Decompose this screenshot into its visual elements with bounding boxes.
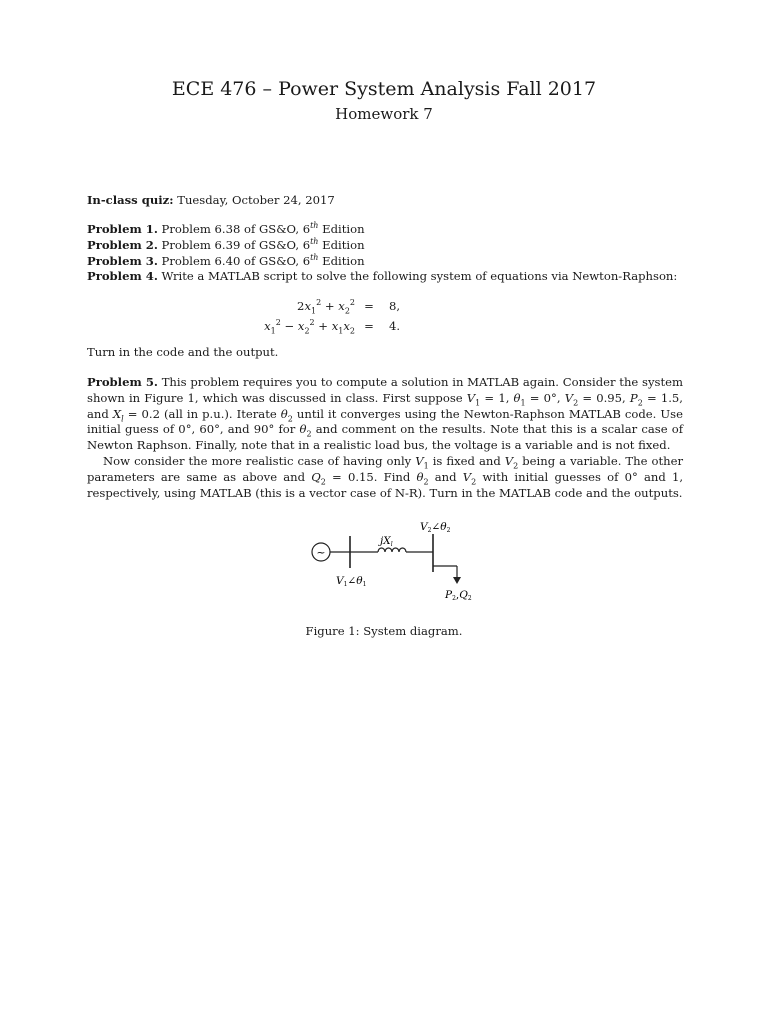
problem-2-label: Problem 2.: [87, 237, 158, 252]
system-diagram: [300, 510, 480, 610]
equation-system: [87, 296, 683, 336]
bus-1-label: V1∠θ1: [336, 575, 367, 588]
problem-5-text-e: Now consider the more realistic case of having only: [103, 453, 416, 468]
quiz-line: [87, 193, 683, 209]
bus-2-label: V2∠θ2: [420, 521, 451, 534]
load-arrow-icon: [453, 577, 461, 584]
equation-1-equals: =: [364, 299, 374, 313]
problem-1-text: Problem 6.38 of GS&O, 6: [161, 222, 311, 236]
problem-3-label: Problem 3.: [87, 253, 158, 268]
problem-1-suffix: Edition: [318, 222, 365, 236]
problem-2: [87, 238, 683, 254]
problem-5-paragraph-2: Now consider the more realistic case of having only $V_1$ is fixed and $V_2$ being a variable. The other parameters are same as above and $Q_2 = 0.15$. Find $\theta_2$ and $V_2$ with initial guesses of 0° and 1, respectively, using MATLAB (this is a vector case of N-R). Turn in the MATLAB code and the outputs.: [87, 453, 684, 500]
problem-3-text: Problem 6.40 of GS&O, 6: [161, 253, 311, 268]
document-subtitle: Homework 7: [335, 105, 433, 123]
quiz-label: In-class quiz:: [87, 193, 174, 207]
problem-5-text-h: Find: [377, 469, 417, 484]
problem-5-text-g: being a variable. The other parameters are same as above and: [87, 453, 683, 484]
problem-1-sup: th: [310, 221, 319, 231]
problem-5-text-i: with initial guesses of 0° and 1, respectively, using MATLAB (this is a vector case of N-R). Turn in the MATLAB code and the outputs.: [87, 469, 684, 500]
problem-5-text-b: Iterate: [232, 406, 281, 421]
problem-5-text-c: until it converges using the Newton-Raphson MATLAB code. Use initial guess of 0°, 60°, and 90° for: [87, 406, 683, 437]
problem-2-suffix: Edition: [318, 237, 365, 252]
quiz-date: Tuesday, October 24, 2017: [177, 193, 335, 207]
load-label: P2,Q2: [445, 589, 472, 602]
problem-2-sup: th: [310, 236, 319, 246]
problem-3: [87, 254, 683, 270]
equation-2-equals: =: [364, 319, 374, 333]
problem-5: [87, 375, 683, 501]
problem-4-label: Problem 4.: [87, 269, 158, 284]
equation-1-rhs: 8,: [389, 299, 401, 313]
problem-5-text-f: is fixed and: [428, 453, 505, 468]
inductor-symbol: [378, 548, 406, 552]
equation-1: [87, 296, 683, 316]
problem-1-label: Problem 1.: [87, 222, 158, 236]
problem-3-suffix: Edition: [318, 253, 365, 268]
reactance-label: jXl: [380, 535, 393, 548]
generator-tilde: ~: [316, 546, 326, 559]
equation-2: [87, 316, 683, 336]
problem-4: [87, 269, 683, 285]
problem-5-text-d: and comment on the results. Note that this is a scalar case of Newton Raphson. Finally, note that in a realistic load bus, the voltage is a variable and is not fixed.: [87, 422, 683, 453]
equation-2-lhs: $x_1^2 - x_2^2 + x_1x_2$: [264, 318, 355, 336]
equation-1-lhs: $2x_1^2 + x_2^2$: [297, 298, 355, 316]
figure-caption: Figure 1: System diagram.: [305, 624, 463, 638]
problem-4-text: Write a MATLAB script to solve the following system of equations via Newton-Raphson:: [161, 269, 678, 284]
problem-list: [87, 222, 683, 285]
problem-1: [87, 222, 683, 238]
problem-3-sup: th: [310, 252, 319, 262]
problem-5-paragraph-1: Problem 5. This problem requires you to compute a solution in MATLAB again. Consider the system shown in Figure 1, which was discussed in class. First suppose $V_1 = 1$, $\theta_1 = 0^\circ$, $V_2 = 0.95$, $P_2 = 1.5$, and $X_l = 0.2$ (all in p.u.). Iterate $\theta_2$ until it converges using the Newton-Raphson MATLAB code. Use initial guess of 0°, 60°, and 90° for $\theta_2$ and comment on the results. Note that this is a scalar case of Newton Raphson. Finally, note that in a realistic load bus, the voltage is a variable and is not fixed.: [87, 375, 684, 453]
problem-5-label: Problem 5.: [87, 375, 158, 389]
problem-2-text: Problem 6.39 of GS&O, 6: [161, 237, 311, 252]
turnin-note: Turn in the code and the output.: [87, 345, 279, 359]
problem-5-text-a: This problem requires you to compute a solution in MATLAB again. Consider the system shown in Figure 1, which was discussed in class. First suppose: [87, 375, 684, 405]
document-title: ECE 476 – Power System Analysis Fall 2017: [171, 78, 597, 100]
equation-2-rhs: 4.: [389, 319, 401, 333]
